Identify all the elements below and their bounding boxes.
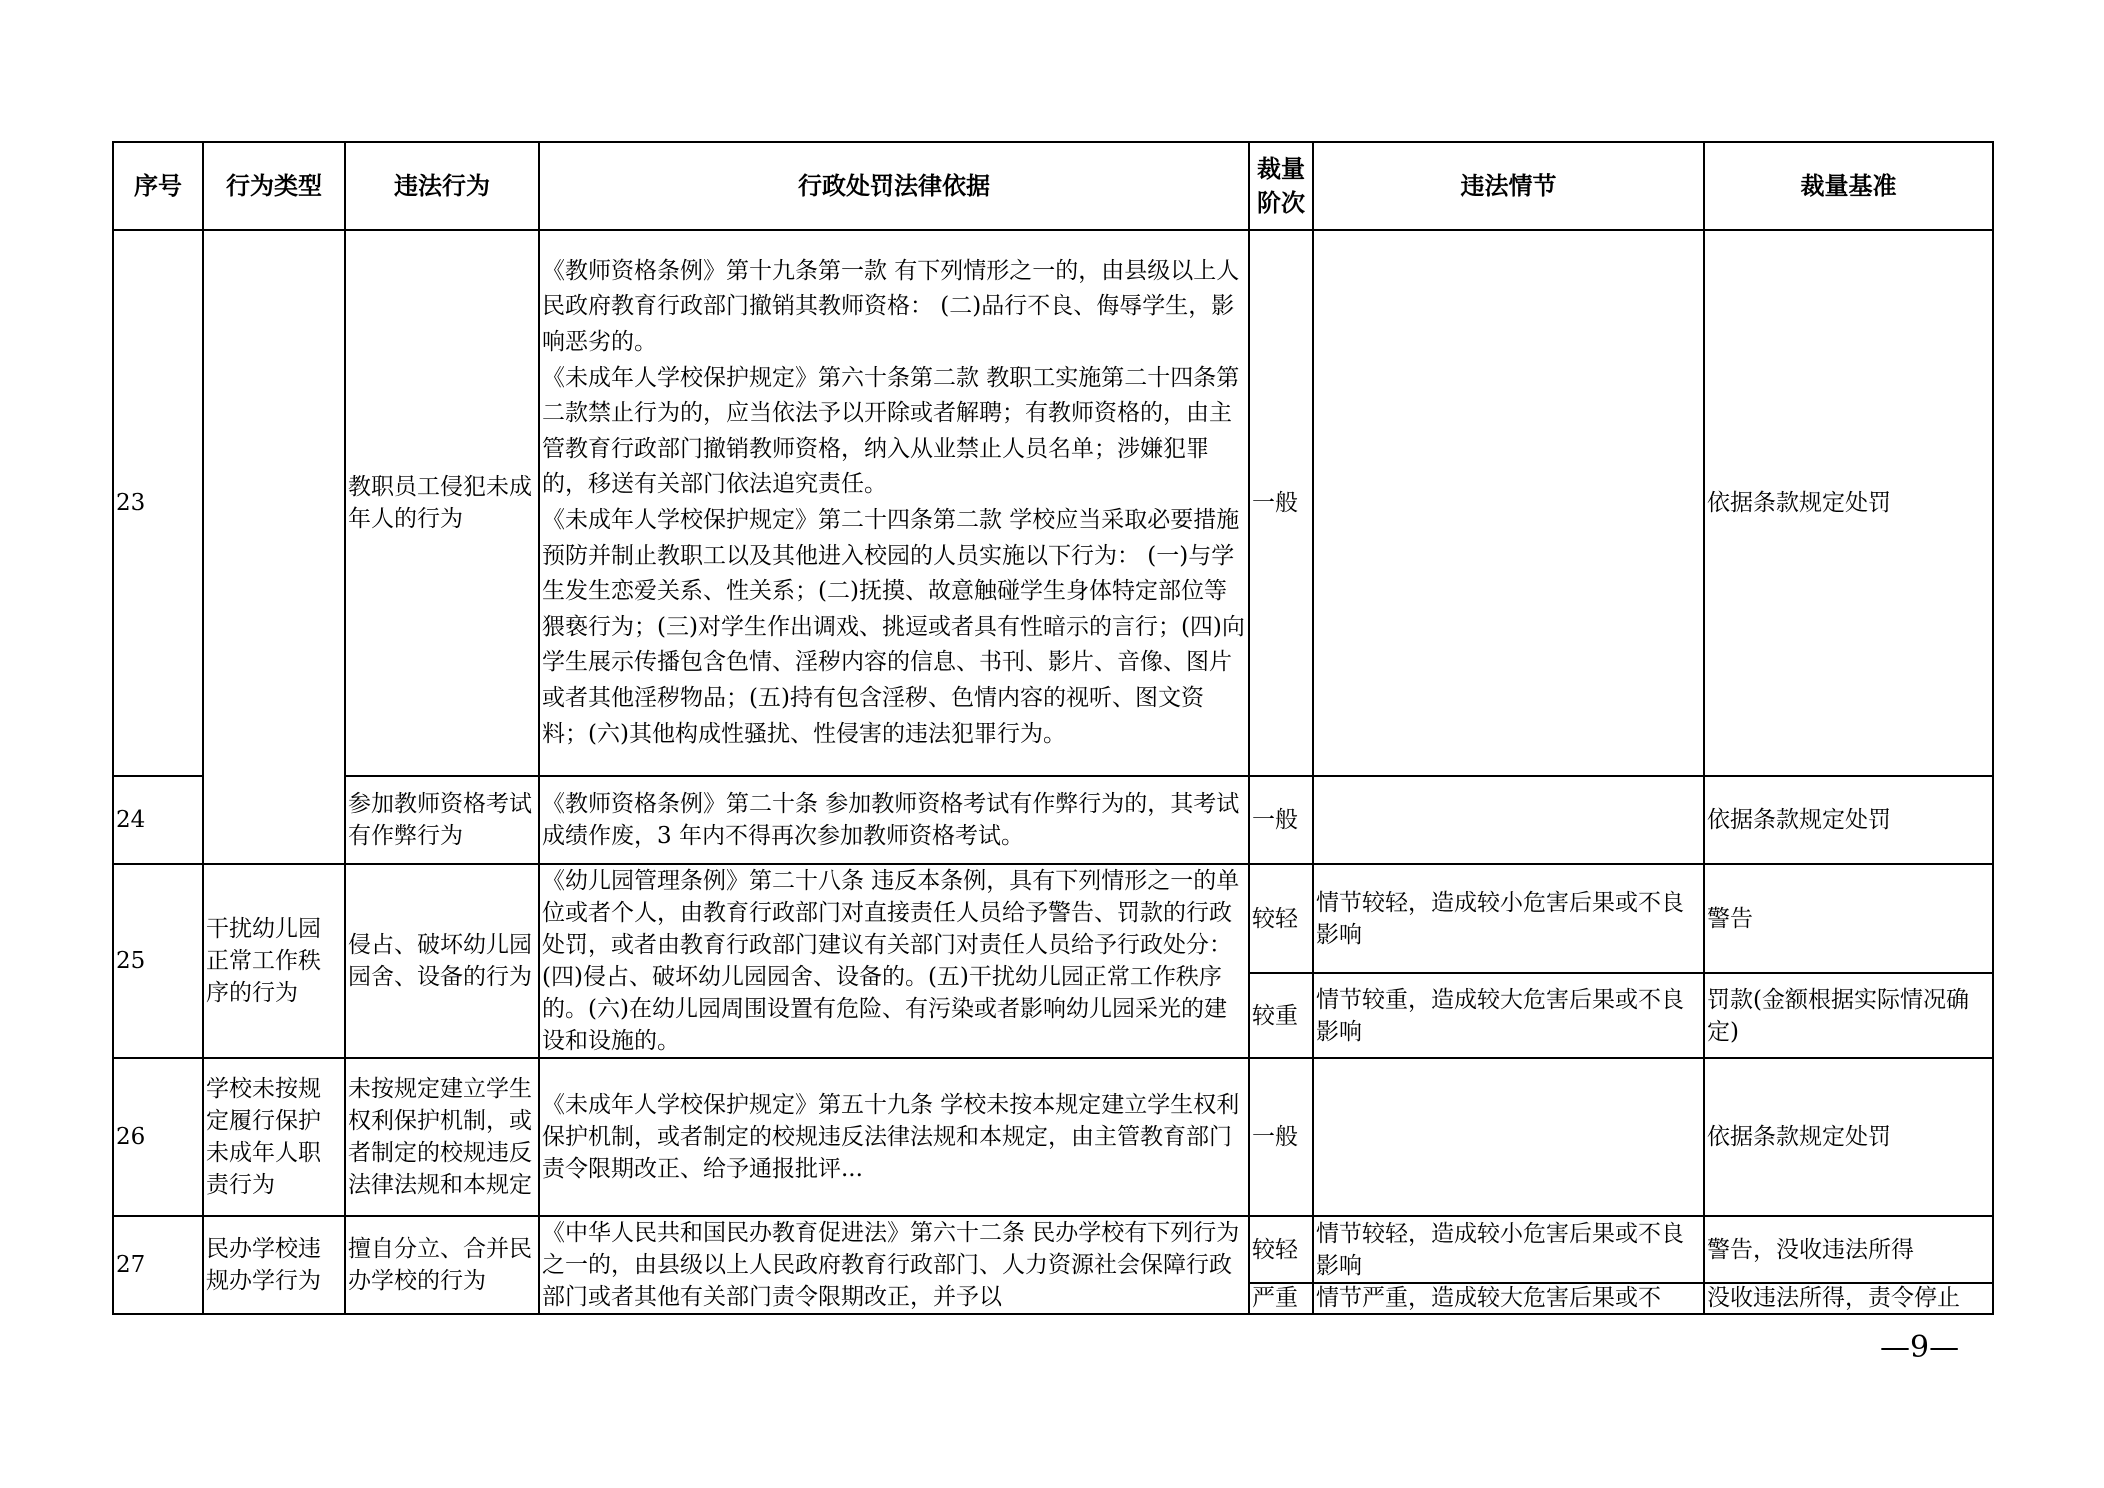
row-26-act: 未按规定建立学生权利保护机制，或者制定的校规违反法律法规和本规定	[345, 1058, 539, 1216]
row-27-std-1: 警告，没收违法所得	[1704, 1216, 1993, 1283]
row-25-circ-1: 情节较轻，造成较小危害后果或不良影响	[1313, 864, 1704, 973]
row-26-level: 一般	[1249, 1058, 1313, 1216]
row-26-basis: 《未成年人学校保护规定》第五十九条 学校未按本规定建立学生权利保护机制，或者制定的校规违反法律法规和本规定，由主管教育部门责令限期改正、给予通报批评...	[539, 1058, 1249, 1216]
row-26-seq: 26	[113, 1058, 203, 1216]
row-25-seq: 25	[113, 864, 203, 1058]
penalty-table	[112, 141, 1994, 1315]
row-23-level: 一般	[1249, 230, 1313, 776]
row-24-basis: 《教师资格条例》第二十条 参加教师资格考试有作弊行为的，其考试成绩作废，3 年内不得再次参加教师资格考试。	[539, 776, 1249, 864]
row-25-circ-2: 情节较重，造成较大危害后果或不良影响	[1313, 973, 1704, 1058]
row-27-level-1: 较轻	[1249, 1216, 1313, 1283]
row-27-circ-2: 情节严重，造成较大危害后果或不	[1313, 1283, 1704, 1314]
table-row-24	[113, 776, 1993, 864]
row-23-basis-p2: 《未成年人学校保护规定》第六十条第二款 教职工实施第二十四条第二款禁止行为的，应当依法予以开除或者解聘；有教师资格的，由主管教育行政部门撤销教师资格，纳入从业禁止人员名单；涉嫌犯罪的，移送有关部门依法追究责任。	[542, 364, 1240, 498]
row-26-type: 学校未按规定履行保护未成年人职责行为	[203, 1058, 345, 1216]
header-seq: 序号	[113, 142, 203, 230]
row-23-basis-p1: 《教师资格条例》第十九条第一款 有下列情形之一的，由县级以上人民政府教育行政部门撤销其教师资格： (二)品行不良、侮辱学生，影响恶劣的。	[542, 257, 1240, 356]
row-25-level-1: 较轻	[1249, 864, 1313, 973]
row-25-basis: 《幼儿园管理条例》第二十八条 违反本条例，具有下列情形之一的单位或者个人，由教育行政部门对直接责任人员给予警告、罚款的行政处罚，或者由教育行政部门建议有关部门对责任人员给予行政处分：(四)侵占、破坏幼儿园园舍、设备的。(五)干扰幼儿园正常工作秩序的。(六)在幼儿园周围设置有危险、有污染或者影响幼儿园采光的建设和设施的。	[539, 864, 1249, 1058]
row-25-level-2: 较重	[1249, 973, 1313, 1058]
row-23-basis	[539, 230, 1249, 776]
page-number: —9—	[1880, 1330, 1960, 1365]
row-23-basis-p3: 《未成年人学校保护规定》第二十四条第二款 学校应当采取必要措施预防并制止教职工以及其他进入校园的人员实施以下行为： (一)与学生发生恋爱关系、性关系；(二)抚摸、故意触碰学生身体特定部位等猥亵行为；(三)对学生作出调戏、挑逗或者具有性暗示的言行；(四)向学生展示传播包含色情、淫秽内容的信息、书刊、影片、音像、图片或者其他淫秽物品；(五)持有包含淫秽、色情内容的视听、图文资料；(六)其他构成性骚扰、性侵害的违法犯罪行为。	[542, 507, 1245, 747]
row-27-seq: 27	[113, 1216, 203, 1314]
row-27-type: 民办学校违规办学行为	[203, 1216, 345, 1314]
table-row-25a	[113, 864, 1993, 973]
row-24-seq: 24	[113, 776, 203, 864]
row-24-level: 一般	[1249, 776, 1313, 864]
header-level: 裁量阶次	[1249, 142, 1313, 230]
header-std: 裁量基准	[1704, 142, 1993, 230]
table-row-27a	[113, 1216, 1993, 1283]
row-25-std-1: 警告	[1704, 864, 1993, 973]
row-23-circ	[1313, 230, 1704, 776]
row-26-circ	[1313, 1058, 1704, 1216]
row-23-act: 教职员工侵犯未成年人的行为	[345, 230, 539, 776]
header-type: 行为类型	[203, 142, 345, 230]
table-row-26	[113, 1058, 1993, 1216]
row-27-std-2: 没收违法所得，责令停止	[1704, 1283, 1993, 1314]
row-23-seq: 23	[113, 230, 203, 776]
header-circ: 违法情节	[1313, 142, 1704, 230]
row-24-circ	[1313, 776, 1704, 864]
row-27-act: 擅自分立、合并民办学校的行为	[345, 1216, 539, 1314]
row-24-act: 参加教师资格考试有作弊行为	[345, 776, 539, 864]
row-23-std: 依据条款规定处罚	[1704, 230, 1993, 776]
row-23-24-type	[203, 230, 345, 864]
row-25-act: 侵占、破坏幼儿园园舍、设备的行为	[345, 864, 539, 1058]
header-basis: 行政处罚法律依据	[539, 142, 1249, 230]
row-27-level-2: 严重	[1249, 1283, 1313, 1314]
row-26-std: 依据条款规定处罚	[1704, 1058, 1993, 1216]
header-row	[113, 142, 1993, 230]
header-act: 违法行为	[345, 142, 539, 230]
row-24-std: 依据条款规定处罚	[1704, 776, 1993, 864]
row-25-std-2: 罚款(金额根据实际情况确定)	[1704, 973, 1993, 1058]
row-25-type: 干扰幼儿园正常工作秩序的行为	[203, 864, 345, 1058]
row-27-circ-1: 情节较轻，造成较小危害后果或不良影响	[1313, 1216, 1704, 1283]
table-row-23	[113, 230, 1993, 776]
row-27-basis: 《中华人民共和国民办教育促进法》第六十二条 民办学校有下列行为之一的，由县级以上人民政府教育行政部门、人力资源社会保障行政部门或者其他有关部门责令限期改正，并予以	[539, 1216, 1249, 1314]
